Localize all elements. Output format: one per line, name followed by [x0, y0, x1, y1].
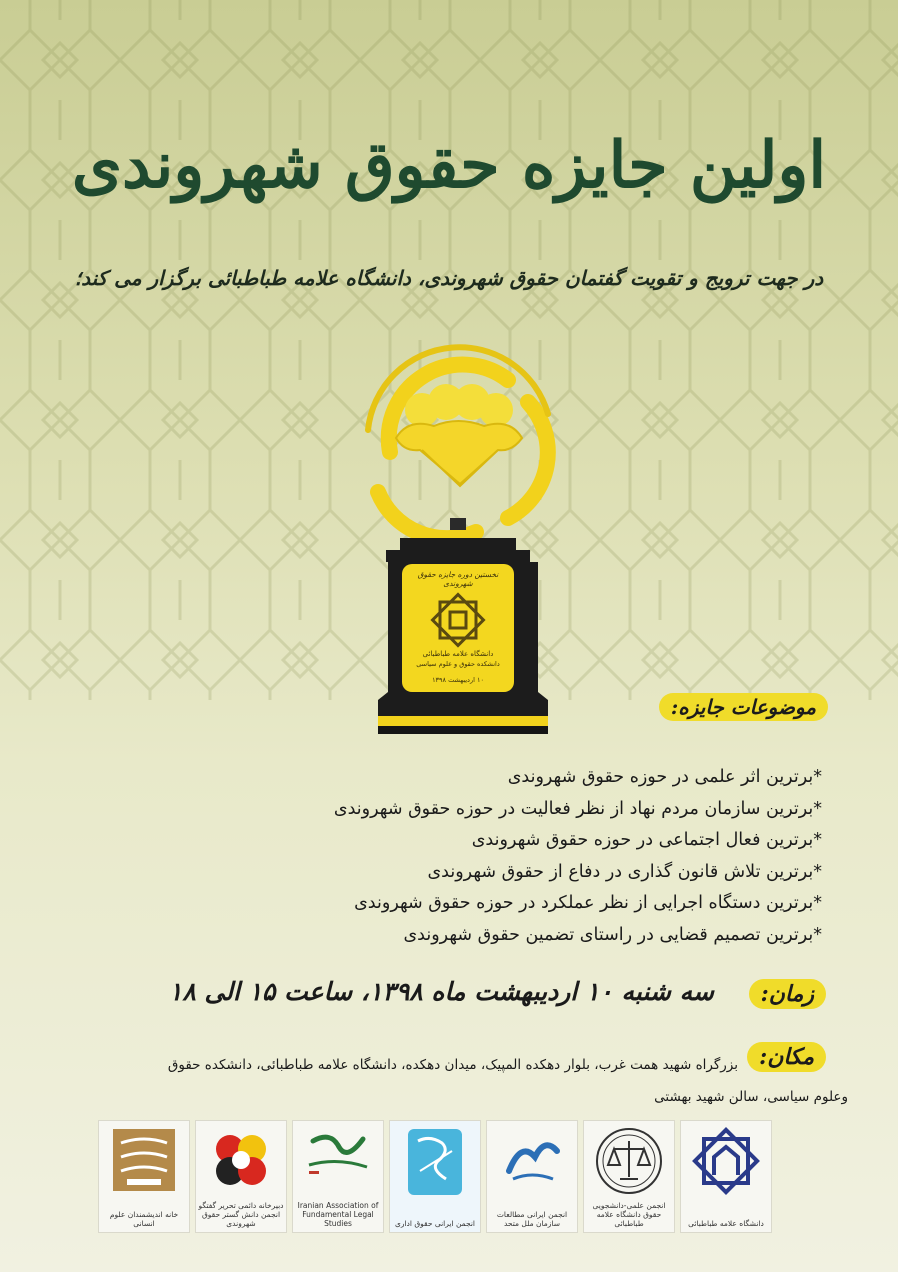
- trophy-plaque-line4: ۱۰ اردیبهشت ۱۳۹۸: [432, 676, 484, 684]
- logo-caption: انجمن ایرانی حقوق اداری: [394, 1219, 476, 1228]
- logo-un-studies-association: [486, 1120, 578, 1233]
- poster-title: اولین جایزه حقوق شهروندی: [71, 128, 827, 203]
- trophy-plaque-line2: دانشگاه علامه طباطبائی: [422, 650, 494, 658]
- logo-fundamental-legal-studies: [292, 1120, 384, 1233]
- logo-caption: Iranian Association of Fundamental Legal Studies: [297, 1201, 379, 1228]
- place-label-badge: مکان:: [747, 1042, 826, 1072]
- logo-admin-law-association: [389, 1120, 481, 1233]
- logo-caption: انجمن ایرانی مطالعات سازمان ملل متحد: [496, 1210, 568, 1228]
- event-time-row: [66, 975, 826, 1017]
- un-studies-icon: [487, 1121, 577, 1201]
- logo-law-student-association: [583, 1120, 675, 1233]
- trophy-plaque-line3: دانشکده حقوق و علوم سیاسی: [416, 660, 500, 668]
- logo-caption: خانه اندیشمندان علوم انسانی: [109, 1210, 179, 1228]
- admin-law-calligraphy-icon: [390, 1121, 480, 1201]
- time-label-badge: زمان:: [749, 979, 826, 1009]
- legal-studies-calligraphy-icon: [293, 1121, 383, 1191]
- place-line-1: بزرگراه شهید همت غرب، بلوار دهکده المپیک، میدان دهکده، دانشگاه علامه طباطبائی، دانشکده حقوق: [167, 1057, 738, 1073]
- trophy-illustration: [338, 342, 578, 742]
- logo-citizenship-rights-association: [195, 1120, 287, 1233]
- list-item: *برترین دستگاه اجرایی از نظر عملکرد در حوزه حقوق شهروندی: [354, 893, 822, 913]
- logo-allameh-university: [680, 1120, 772, 1233]
- logo-caption: انجمن علمی-دانشجویی حقوق دانشگاه علامه طباطبائی: [592, 1201, 666, 1228]
- logo-caption: دبیرخانه دائمی تحریر گفتگو انجمن دانش گستر حقوق شهروندی: [198, 1201, 284, 1228]
- logo-caption: دانشگاه علامه طباطبائی: [688, 1219, 764, 1228]
- university-emblem-icon: [681, 1121, 771, 1201]
- list-item: *برترین اثر علمی در حوزه حقوق شهروندی: [507, 767, 822, 787]
- list-item: *برترین تصمیم قضایی در راستای تضمین حقوق شهروندی: [403, 924, 822, 945]
- trophy-plaque-line1: نخستین دوره جایزه حقوق شهروندی: [417, 570, 499, 588]
- list-item: *برترین تلاش قانون گذاری در دفاع از حقوق شهروندی: [427, 861, 822, 882]
- event-time-text: سه شنبه ۱۰ اردیبهشت ماه ۱۳۹۸، ساعت ۱۵ الی ۱۸: [168, 977, 714, 1006]
- scales-of-justice-icon: [584, 1121, 674, 1201]
- topics-label-badge: موضوعات جایزه:: [659, 693, 828, 721]
- logo-humanities-house: [98, 1120, 190, 1233]
- poster-subtitle: در جهت ترویج و تقویت گفتمان حقوق شهروندی، دانشگاه علامه طباطبائی برگزار می کند؛: [74, 266, 824, 290]
- humanities-house-icon: [99, 1121, 189, 1201]
- list-item: *برترین فعال اجتماعی در حوزه حقوق شهروندی: [471, 830, 822, 850]
- joined-hands-heart-icon: [196, 1121, 286, 1201]
- sponsor-logos-row: [78, 1120, 772, 1233]
- list-item: *برترین سازمان مردم نهاد از نظر فعالیت در حوزه حقوق شهروندی: [333, 798, 822, 819]
- place-line-2: وعلوم سیاسی، سالن شهید بهشتی: [654, 1089, 848, 1105]
- topics-list: [202, 762, 822, 951]
